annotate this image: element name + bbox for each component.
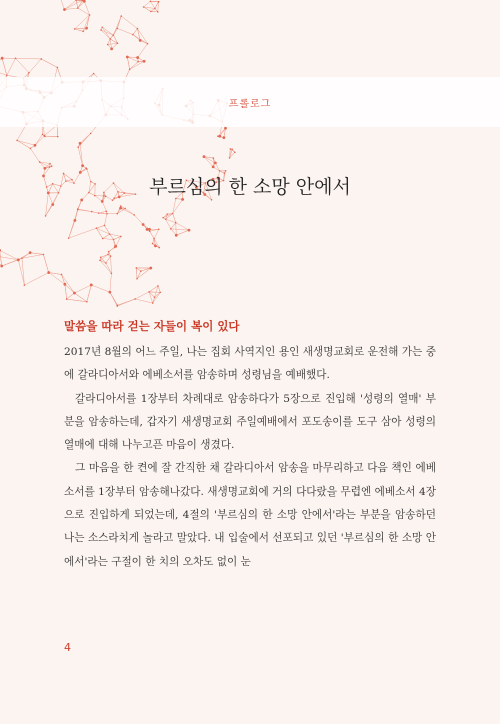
network-figure-illustration [0, 0, 500, 330]
paragraph: 갈라디아서를 1장부터 차례대로 암송하다가 5장으로 진입해 '성령의 열매' 부분을 암송하는데, 갑자기 새생명교회 주일예배에서 포도송이를 도구 삼아 성령의 열매에 대해 나누고픈 마음이 생겼다. [64, 392, 436, 452]
page-number: 4 [64, 641, 71, 654]
paragraph: 그 마음을 한 켠에 잘 간직한 채 갈라디아서 암송을 마무리하고 다음 책인 에베소서를 1장부터 암송해나갔다. 새생명교회에 거의 다다랐을 무렵엔 에베소서 4장으로 진입하게 되었는데, 4절의 '부르심의 한 소망 안에서'라는 부분을 암송하던 나는 소스라치게 놀라고 말았다. 내 입술에서 선포되고 있던 '부르심의 한 소망 안에서'라는 구절이 한 치의 오차도 없이 눈 [64, 462, 436, 568]
paragraph: 2017년 8월의 어느 주일, 나는 집회 사역지인 용인 새생명교회로 운전해 가는 중에 갈라디아서와 에베소서를 암송하며 성령님을 예배했다. [64, 346, 436, 382]
section-heading: 말씀을 따라 걷는 자들이 복이 있다 [64, 319, 240, 333]
chapter-title: 부르심의 한 소망 안에서 [149, 176, 351, 198]
body-text [64, 341, 436, 574]
chapter-label: 프롤로그 [228, 99, 272, 110]
